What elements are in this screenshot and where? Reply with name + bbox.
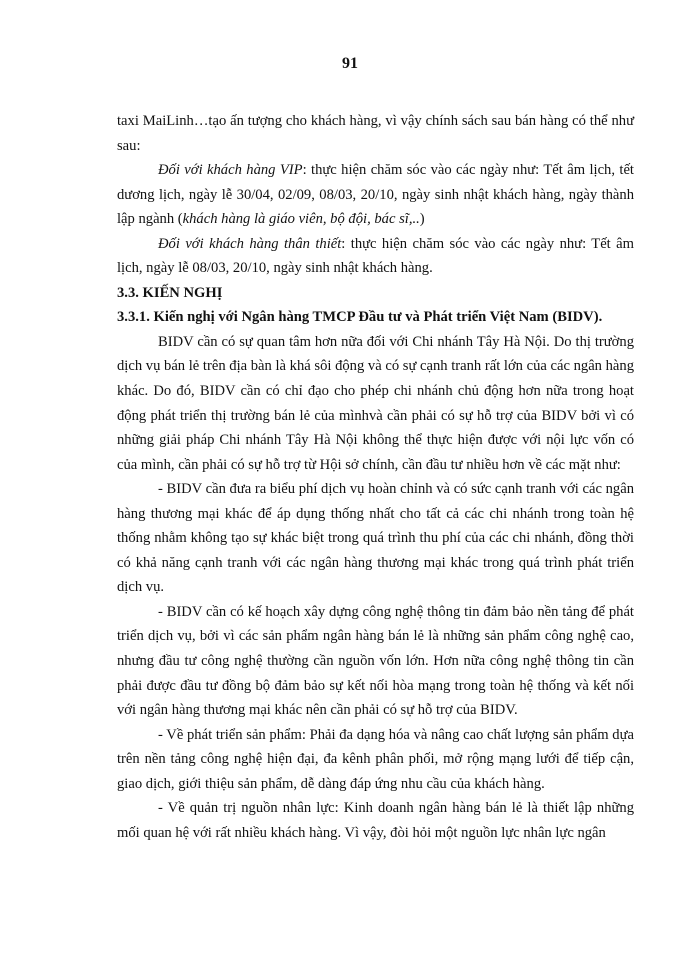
paragraph-bidv-support: BIDV cần có sự quan tâm hơn nữa đối với Chi nhánh Tây Hà Nội. Do thị trường dịch vụ bán lẻ trên địa bàn là khá sôi động và có sự cạnh tranh rất lớn của các ngân hàng khác. Do đó, BIDV cần có chỉ đạo cho phép chi nhánh chủ động hơn nữa trong hoạt động phát triển thị trường bán lẻ của mìnhvà cần phải có sự hỗ trợ của BIDV bởi vì có những giải pháp Chi nhánh Tây Hà Nội không thể thực hiện được với nội lực vốn có của mình, cần phải có sự hỗ trợ từ Hội sở chính, cần đầu tư nhiều hơn về các mặt như: [117,333,634,473]
vip-close: ) [419,211,425,228]
page-number: 91 [342,55,358,72]
paragraph-fee-schedule: - BIDV cần đưa ra biểu phí dịch vụ hoàn chỉnh và có sức cạnh tranh với các ngân hàng thương mại khác để áp dụng thống nhất cho tất cả các chi nhánh trong toàn hệ thống nhằm không tạo sự khác biệt trong quá trình thu phí của các chi nhánh, đồng thời có khả năng cạnh tranh với các ngân hàng thương mại khác trong quá trình phát triển dịch vụ. [117,481,634,596]
section-heading-recommendations: 3.3. KIẾN NGHỊ [117,284,223,301]
vip-italic-note: khách hàng là giáo viên, bộ đội, bác sĩ,.. [182,211,420,228]
vip-label: Đối với khách hàng VIP [158,162,303,179]
paragraph-it-plan: - BIDV cần có kế hoạch xây dựng công nghệ thông tin đảm bảo nền tảng để phát triển dịch vụ, bởi vì các sản phẩm ngân hàng bán lẻ là những sản phẩm công nghệ cao, nhưng đầu tư công nghệ thường cần nguồn vốn lớn. Hơn nữa công nghệ thông tin cần phải được đầu tư đồng bộ đảm bảo sự kết nối hòa mạng trong toàn hệ thống và kết nối với ngân hàng thương mại khác nên cần phải có sự hỗ trợ của BIDV. [117,603,634,719]
paragraph-intro: taxi MaiLinh…tạo ấn tượng cho khách hàng, vì vậy chính sách sau bán hàng có thể như sau: [117,113,634,154]
paragraph-product-development: - Về phát triển sản phẩm: Phải đa dạng hóa và nâng cao chất lượng sản phẩm dựa trên nền tảng công nghệ hiện đại, đa kênh phân phối, mở rộng mạng lưới để tiếp cận, giao dịch, giới thiệu sản phẩm, dễ dàng đáp ứng nhu cầu của khách hàng. [117,726,634,792]
paragraph-vip-customers [117,158,634,232]
loyal-label: Đối với khách hàng thân thiết [158,235,342,252]
paragraph-loyal-customers [117,232,634,281]
paragraph-human-resources: - Về quản trị nguồn nhân lực: Kinh doanh ngân hàng bán lẻ là thiết lập những mối quan hệ với rất nhiều khách hàng. Vì vậy, đòi hỏi một nguồn lực nhân lực ngân [117,800,634,841]
loyal-text: : thực hiện chăm sóc vào các ngày như: Tết âm lịch, ngày lễ 08/03, 20/10, ngày sinh nhật khách hàng. [117,235,634,277]
document-body [117,109,634,845]
vip-text: : thực hiện chăm sóc vào các ngày như: Tết âm lịch, tết dương lịch, ngày lễ 30/04, 02/09, 08/03, 20/10, ngày sinh nhật khách hàng, ngày thành lập ngành ( [117,162,634,228]
subsection-heading-bidv: 3.3.1. Kiến nghị với Ngân hàng TMCP Đầu tư và Phát triển Việt Nam (BIDV). [117,309,603,326]
